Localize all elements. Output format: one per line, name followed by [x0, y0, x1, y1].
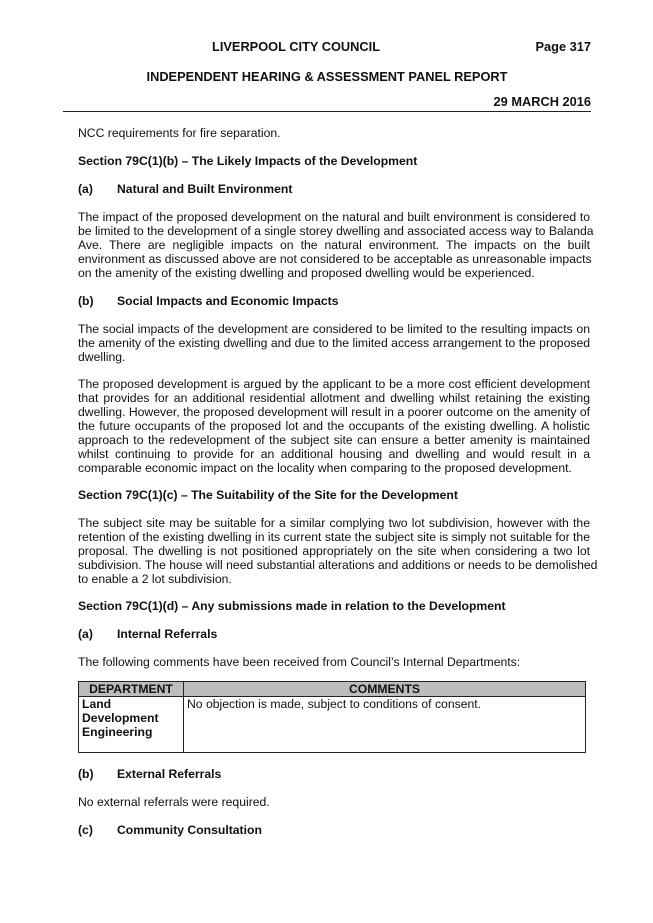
- natural-built-environment-title: Natural and Built Environment: [117, 182, 293, 196]
- site-suitability-paragraph: [78, 516, 598, 586]
- paragraph-line: environment as discussed above are not considered to be acceptable as unreasonable impacts: [78, 252, 592, 266]
- paragraph-line: subdivision. The house will need substantial alterations and additions or needs to be demolished: [78, 558, 598, 572]
- community-consultation-title: Community Consultation: [117, 823, 262, 837]
- header-rule: [63, 111, 591, 112]
- paragraph-line: to enable a 2 lot subdivision.: [78, 572, 232, 586]
- internal-referrals-title: Internal Referrals: [117, 627, 218, 641]
- subsection-c-letter: (c): [78, 823, 93, 837]
- report-date: 29 MARCH 2016: [493, 94, 591, 109]
- social-economic-impacts-title: Social Impacts and Economic Impacts: [117, 294, 339, 308]
- paragraph-line: on the amenity of the existing dwelling and proposed dwelling would be experienced.: [78, 266, 535, 280]
- economic-impacts-paragraph: [78, 377, 590, 475]
- subsection-a-letter: (a): [78, 182, 93, 196]
- section-79c-d-heading: Section 79C(1)(d) – Any submissions made in relation to the Development: [78, 599, 506, 613]
- table-header-row: [79, 682, 586, 697]
- paragraph-line: that provides for an additional residential allotment and dwelling whilst retaining the existing: [78, 391, 590, 405]
- social-impacts-paragraph: [78, 322, 590, 364]
- paragraph-line: approach to the redevelopment of the subject site can ensure a better amenity is maintained: [78, 433, 590, 447]
- paragraph-line: proposal. The dwelling is not positioned appropriately on the site when considering a two lot: [78, 544, 590, 558]
- subsection-b-letter: (b): [78, 294, 94, 308]
- paragraph-line: the future occupants of the proposed lot and the occupants of the existing dwelling. A holistic: [78, 419, 590, 433]
- paragraph-line: The subject site may be suitable for a similar complying two lot subdivision, however with the: [78, 516, 590, 530]
- internal-referrals-text: The following comments have been received from Council’s Internal Departments:: [78, 655, 521, 669]
- department-line: Land: [82, 697, 112, 711]
- council-name: LIVERPOOL CITY COUNCIL: [212, 39, 381, 54]
- table-row: [79, 697, 586, 753]
- paragraph-line: be limited to the development of a single storey dwelling and associated access way to Balanda: [78, 224, 594, 238]
- paragraph-line: comparable economic impact on the locality when comparing to the proposed development.: [78, 461, 572, 475]
- paragraph-line: The impact of the proposed development on the natural and built environment is considered to: [78, 210, 590, 224]
- paragraph-line: The social impacts of the development are considered to be limited to the resulting impacts on: [78, 322, 590, 336]
- referrals-table: [78, 681, 586, 753]
- section-79c-b-heading: Section 79C(1)(b) – The Likely Impacts of the Development: [78, 154, 418, 168]
- department-line: Engineering: [82, 725, 153, 739]
- department-column-header: DEPARTMENT: [79, 682, 184, 697]
- external-referrals-title: External Referrals: [117, 767, 222, 781]
- page-number: Page 317: [535, 39, 591, 54]
- paragraph-line: whilst continuing to provide for an additional housing and dwelling and would result in a: [78, 447, 590, 461]
- intro-text: NCC requirements for fire separation.: [78, 126, 281, 140]
- department-cell: [79, 697, 184, 753]
- paragraph-line: the amenity of the existing dwelling and due to the limited access arrangement to the proposed: [78, 336, 590, 350]
- paragraph-line: The proposed development is argued by the applicant to be a more cost efficient development: [78, 377, 590, 391]
- paragraph-line: Ave. There are negligible impacts on the natural environment. The impacts on the built: [78, 238, 590, 252]
- subsection-b-letter: (b): [78, 767, 94, 781]
- paragraph-line: dwelling. However, the proposed development will result in a poorer outcome on the amenity of: [78, 405, 590, 419]
- comment-cell: No objection is made, subject to conditions of consent.: [184, 697, 586, 753]
- external-referrals-text: No external referrals were required.: [78, 795, 270, 809]
- subsection-a-letter: (a): [78, 627, 93, 641]
- section-79c-c-heading: Section 79C(1)(c) – The Suitability of the Site for the Development: [78, 488, 458, 502]
- natural-built-environment-paragraph: [78, 210, 594, 280]
- department-line: Development: [82, 711, 159, 725]
- paragraph-line: dwelling.: [78, 350, 126, 364]
- report-title: INDEPENDENT HEARING & ASSESSMENT PANEL REPORT: [146, 69, 508, 84]
- paragraph-line: retention of the existing dwelling in its current state the subject site is simply not suitable for the: [78, 530, 590, 544]
- comments-column-header: COMMENTS: [184, 682, 586, 697]
